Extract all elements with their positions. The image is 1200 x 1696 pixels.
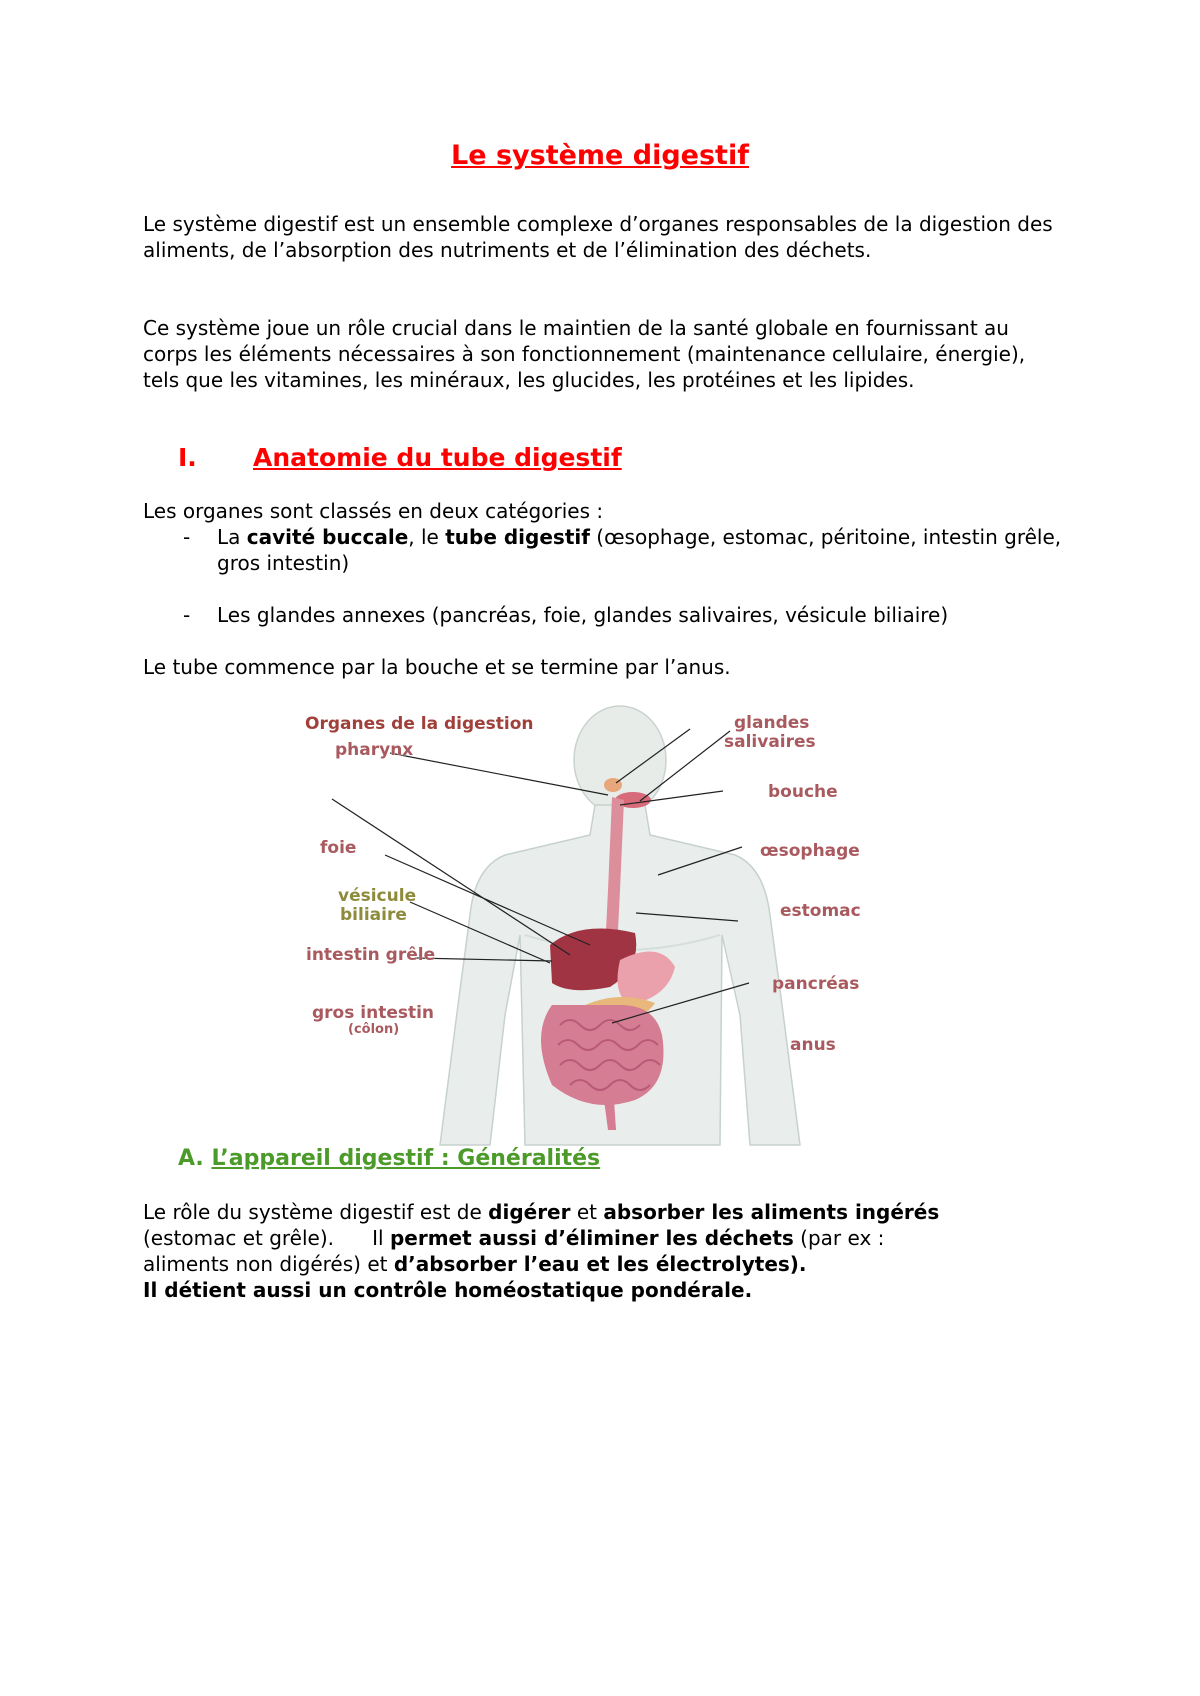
label-pancreas: pancréas [772,974,860,994]
section-a-heading [178,1146,600,1171]
bullet-dash: - [183,603,191,627]
section-a-paragraph: Le rôle du système digestif est de digérer et absorber les aliments ingérés (estomac et grêle). Il permet aussi d’éliminer les déchets (par ex : aliments non digérés) et d’absorber l’eau et les électrolytes). Il détient aussi un contrôle homéostatique pondérale. [143,1200,940,1302]
section-1-closing: Le tube commence par la bouche et se termine par l’anus. [143,655,731,679]
label-gros-intestin: gros intestin [312,1003,435,1023]
list-item [183,602,1063,628]
label-foie: foie [320,838,357,858]
label-colon: (côlon) [348,1022,400,1037]
bullet-text: La cavité buccale, le tube digestif (œsophage, estomac, péritoine, intestin grêle, gros intestin) [217,525,1062,575]
bullet-text: Les glandes annexes (pancréas, foie, glandes salivaires, vésicule biliaire) [217,603,949,627]
label-intestin-grele: intestin grêle [306,945,436,965]
digestive-system-figure [290,705,910,1150]
list-item [183,524,1063,576]
label-vesicule-1: vésicule [338,886,417,906]
page-title: Le système digestif [451,140,749,171]
section-a-title: L’appareil digestif : Généralités [211,1146,601,1171]
label-oesophage: œsophage [760,841,860,861]
section-1-number: I. [178,443,197,472]
section-a-letter: A. [178,1146,204,1171]
label-bouche: bouche [768,782,838,802]
figure-title: Organes de la digestion [305,714,534,734]
intro-paragraph-2: Ce système joue un rôle crucial dans le maintien de la santé globale en fournissant au corps les éléments nécessaires à son fonctionnement (maintenance cellulaire, énergie), tels que les vitamines, les minéraux, les glucides, les protéines et les lipides. [143,316,1026,392]
label-pharynx: pharynx [335,740,414,760]
intro-paragraph-1: Le système digestif est un ensemble complexe d’organes responsables de la digestion des aliments, de l’absorption des nutriments et de l’élimination des déchets. [143,212,1053,262]
label-glandes-2: salivaires [724,732,816,752]
label-glandes-1: glandes [734,713,810,733]
label-estomac: estomac [780,901,861,921]
bullet-dash: - [183,525,191,549]
section-1-lead: Les organes sont classés en deux catégories : [143,499,604,523]
section-1-heading [178,443,622,472]
label-anus: anus [790,1035,836,1055]
label-vesicule-2: biliaire [340,905,407,925]
section-1-title: Anatomie du tube digestif [253,443,622,472]
